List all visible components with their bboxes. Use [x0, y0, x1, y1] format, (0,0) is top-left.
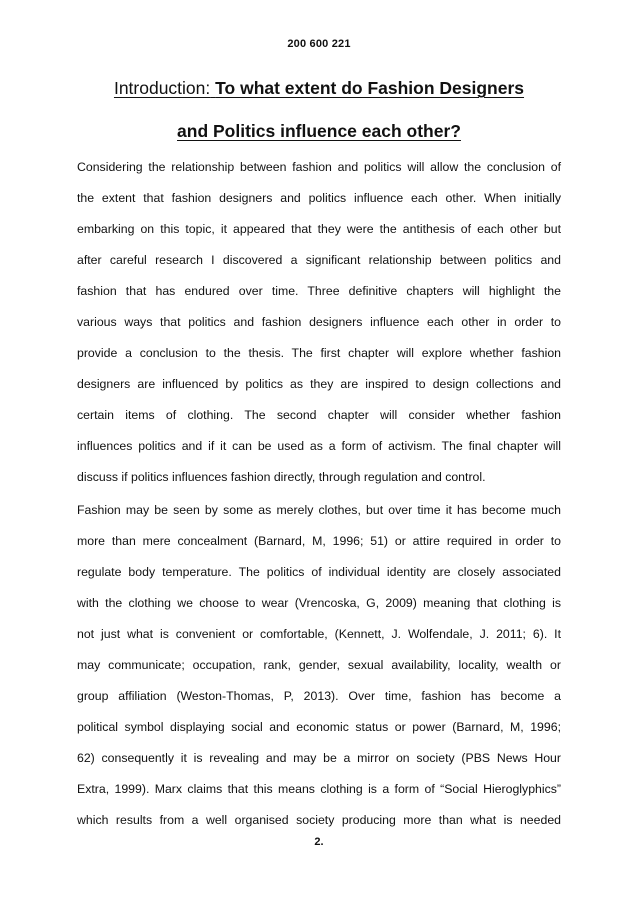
text-line: certain items of clothing. The second chapter will consider whether fashion	[77, 408, 561, 422]
text-line: provide a conclusion to the thesis. The first chapter will explore whether fashion	[77, 346, 561, 360]
text-line: regulate body temperature. The politics of individual identity are closely associated	[77, 565, 561, 579]
text-line: political symbol displaying social and economic status or power (Barnard, M, 1996;	[77, 720, 561, 734]
text-line: Fashion may be seen by some as merely clothes, but over time it has become much	[77, 503, 561, 517]
text-line: discuss if politics influences fashion directly, through regulation and control.	[77, 470, 486, 484]
text-line: may communicate; occupation, rank, gender, sexual availability, locality, wealth or	[77, 658, 561, 672]
text-line: various ways that politics and fashion designers influence each other in order to	[77, 315, 561, 329]
student-id: 200 600 221	[287, 38, 351, 50]
text-line: fashion that has endured over time. Three definitive chapters will highlight the	[77, 284, 561, 298]
text-line: not just what is convenient or comfortable, (Kennett, J. Wolfendale, J. 2011; 6). It	[77, 627, 561, 641]
page-number: 2.	[314, 836, 324, 848]
text-line: Considering the relationship between fashion and politics will allow the conclusion of	[77, 160, 561, 174]
text-line: the extent that fashion designers and politics influence each other. When initially	[77, 191, 561, 205]
text-line: 62) consequently it is revealing and may be a mirror on society (PBS News Hour	[77, 751, 561, 765]
title-main-part-1: To what extent do Fashion Designers	[215, 78, 525, 98]
text-line: more than mere concealment (Barnard, M, 1996; 51) or attire required in order to	[77, 534, 561, 548]
title-main-part-2: and Politics influence each other?	[177, 121, 461, 141]
text-line: designers are influenced by politics as they are inspired to design collections and	[77, 377, 561, 391]
text-line: influences politics and if it can be used as a form of activism. The final chapter will	[77, 439, 561, 453]
text-line: which results from a well organised society producing more than what is needed	[77, 813, 561, 827]
text-line: after careful research I discovered a significant relationship between politics and	[77, 253, 561, 267]
title-line-1	[0, 78, 638, 99]
text-line: group affiliation (Weston-Thomas, P, 2013). Over time, fashion has become a	[77, 689, 561, 703]
text-line: Extra, 1999). Marx claims that this means clothing is a form of “Social Hieroglyphics”	[77, 782, 561, 796]
text-line: with the clothing we choose to wear (Vrencoska, G, 2009) meaning that clothing is	[77, 596, 561, 610]
text-line: embarking on this topic, it appeared that they were the antithesis of each other but	[77, 222, 561, 236]
title-prefix: Introduction:	[113, 78, 211, 98]
title-line-2	[0, 121, 638, 142]
